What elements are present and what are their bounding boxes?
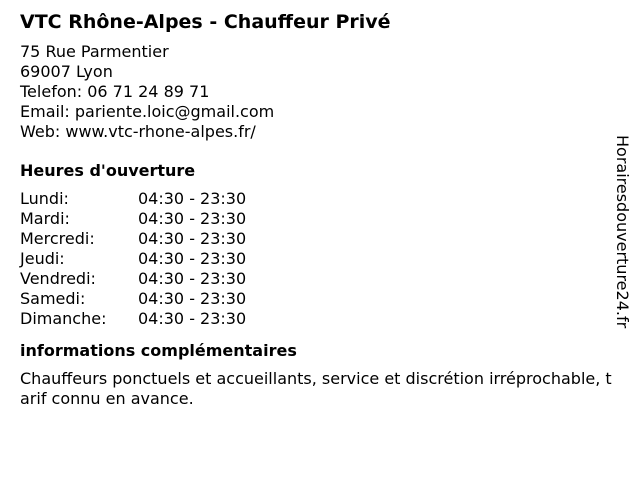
hours-day: Mercredi: [20,229,95,248]
hours-row [20,289,616,309]
hours-row [20,309,616,329]
hours-day: Dimanche: [20,309,107,328]
hours-row [20,269,616,289]
hours-day: Jeudi: [20,249,65,268]
hours-row [20,209,616,229]
hours-table [20,189,616,329]
hours-time: 04:30 - 23:30 [138,189,247,208]
hours-time: 04:30 - 23:30 [138,229,247,248]
hours-day: Lundi: [20,189,69,208]
hours-time: 04:30 - 23:30 [138,269,247,288]
email-line: Email: pariente.loic@gmail.com [20,102,275,121]
business-name: VTC Rhône-Alpes - Chauffeur Privé [20,11,391,33]
hours-row [20,229,616,249]
hours-time: 04:30 - 23:30 [138,249,247,268]
site-watermark: Horairesdouverture24.fr [613,135,632,329]
hours-day: Vendredi: [20,269,96,288]
hours-day: Samedi: [20,289,86,308]
hours-time: 04:30 - 23:30 [138,209,247,228]
hours-time: 04:30 - 23:30 [138,309,247,328]
hours-time: 04:30 - 23:30 [138,289,247,308]
hours-heading: Heures d'ouverture [20,161,196,180]
phone-line: Telefon: 06 71 24 89 71 [20,82,210,101]
hours-row [20,249,616,269]
business-card [20,10,616,409]
info-text: Chauffeurs ponctuels et accueillants, service et discrétion irréprochable, tarif connu en avance. [20,369,612,408]
hours-row [20,189,616,209]
web-line: Web: www.vtc-rhone-alpes.fr/ [20,122,256,141]
address-city: 69007 Lyon [20,62,113,81]
info-heading: informations complémentaires [20,341,297,360]
hours-day: Mardi: [20,209,70,228]
address-street: 75 Rue Parmentier [20,42,169,61]
